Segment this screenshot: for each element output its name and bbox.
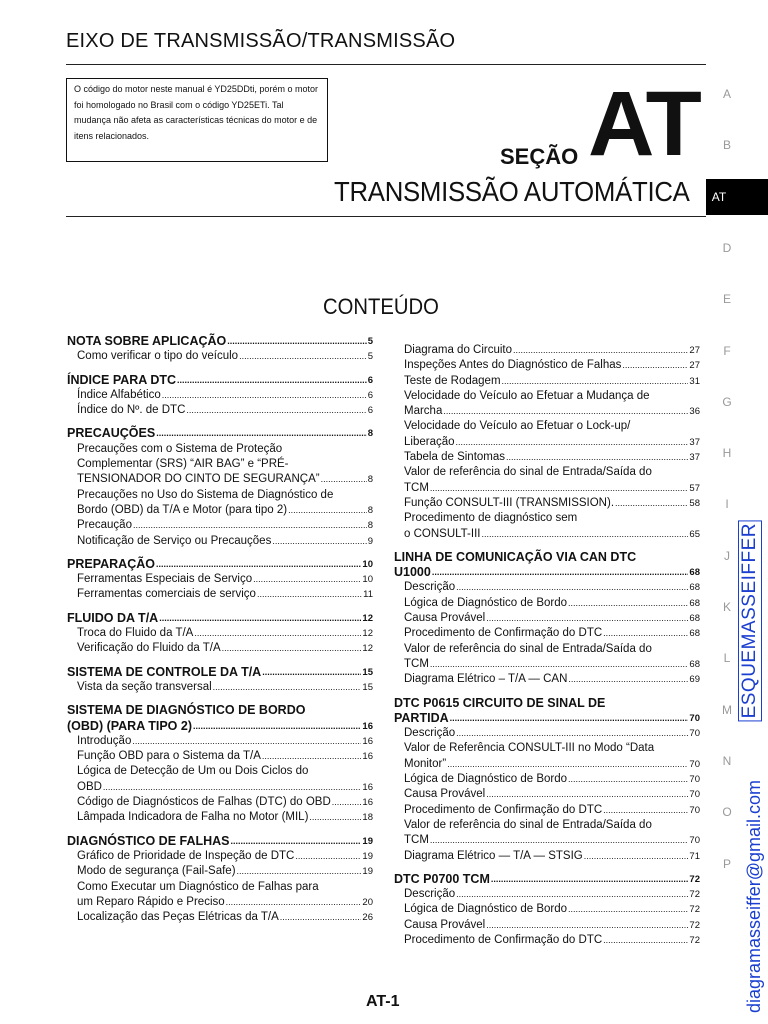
toc-entry-title: Modo de segurança (Fail-Safe) xyxy=(77,865,236,878)
toc-right-column xyxy=(394,343,700,948)
toc-page-number: 16 xyxy=(362,781,373,793)
toc-section-entry[interactable] xyxy=(67,426,373,441)
toc-page-number: 72 xyxy=(689,904,700,916)
toc-leader-dots xyxy=(568,672,688,687)
toc-section-entry[interactable] xyxy=(67,665,373,680)
toc-leader-dots xyxy=(513,343,688,358)
toc-entry[interactable] xyxy=(394,741,700,772)
toc-leader-dots xyxy=(253,572,361,587)
toc-entry[interactable] xyxy=(67,680,373,695)
toc-entry-title-line: Precauções com o Sistema de Proteção xyxy=(77,442,283,455)
toc-leader-dots xyxy=(430,481,689,496)
toc-leader-dots xyxy=(568,596,688,611)
toc-entry-title: Descrição xyxy=(404,581,456,594)
toc-leader-dots xyxy=(280,910,362,925)
toc-entry-title: (OBD) (PARA TIPO 2) xyxy=(67,718,192,733)
header-rule xyxy=(66,64,706,65)
toc-entry[interactable] xyxy=(67,442,373,488)
toc-leader-dots xyxy=(584,849,689,864)
toc-page-number: 8 xyxy=(367,474,373,486)
toc-page-number: 70 xyxy=(689,789,700,801)
toc-entry[interactable] xyxy=(394,902,700,917)
toc-entry-title-line: Valor de referência do sinal de Entrada/Saída do xyxy=(404,818,652,831)
toc-leader-dots xyxy=(237,864,362,879)
toc-leader-dots xyxy=(456,435,689,450)
toc-entry[interactable] xyxy=(67,749,373,764)
toc-leader-dots xyxy=(486,611,688,626)
toc-entry-title: Descrição xyxy=(404,727,456,740)
toc-section-entry[interactable] xyxy=(67,611,373,626)
section-tab-m[interactable]: M xyxy=(722,702,732,717)
toc-entry-title: Código de Diagnósticos de Falhas (DTC) do OBD xyxy=(77,796,331,809)
toc-page-number: 72 xyxy=(689,934,700,946)
toc-entry[interactable] xyxy=(67,587,373,602)
toc-page-number: 16 xyxy=(362,720,373,732)
section-tab-l[interactable]: L xyxy=(723,651,731,666)
toc-entry-title: Vista da seção transversal xyxy=(77,680,212,693)
toc-entry-title: Monitor” xyxy=(404,757,447,770)
toc-entry[interactable] xyxy=(67,734,373,749)
toc-entry-title: SISTEMA DE CONTROLE DA T/A xyxy=(67,664,262,679)
toc-page-number: 19 xyxy=(362,866,373,878)
toc-leader-dots xyxy=(156,426,366,441)
toc-entry[interactable] xyxy=(394,611,700,626)
toc-leader-dots xyxy=(193,719,361,734)
toc-page-number: 57 xyxy=(689,482,700,494)
toc-entry[interactable] xyxy=(67,849,373,864)
toc-entry-title: Procedimento de Confirmação do DTC xyxy=(404,933,603,946)
toc-page-number: 68 xyxy=(689,582,700,594)
toc-entry-title: Localização das Peças Elétricas da T/A xyxy=(77,911,279,924)
toc-leader-dots xyxy=(481,527,688,542)
toc-page-number: 12 xyxy=(362,628,373,640)
page-number: AT-1 xyxy=(366,993,400,1010)
section-code: AT xyxy=(588,73,700,175)
toc-entry[interactable] xyxy=(394,419,700,450)
toc-leader-dots xyxy=(295,849,361,864)
toc-entry[interactable] xyxy=(67,518,373,533)
toc-entry-title: Como verificar o tipo do veículo xyxy=(77,350,239,363)
toc-section-entry[interactable] xyxy=(67,703,373,734)
toc-leader-dots xyxy=(213,680,362,695)
contents-heading: CONTEÚDO xyxy=(323,294,439,319)
toc-entry-title: Marcha xyxy=(404,405,443,418)
toc-entry-title: Introdução xyxy=(77,734,132,747)
section-tab-h[interactable]: H xyxy=(722,446,732,461)
toc-page-number: 20 xyxy=(362,896,373,908)
toc-entry-title: Causa Provável xyxy=(404,788,486,801)
toc-entry-title: Índice Alfabético xyxy=(77,388,161,401)
toc-entry-title: Troca do Fluido da T/A xyxy=(77,627,194,640)
toc-leader-dots xyxy=(615,496,688,511)
toc-page-number: 19 xyxy=(362,835,373,847)
toc-entry[interactable] xyxy=(394,787,700,802)
toc-leader-dots xyxy=(456,887,688,902)
toc-section-entry[interactable] xyxy=(394,872,700,887)
toc-entry-title: Tabela de Sintomas xyxy=(404,451,506,464)
toc-entry-title: TCM xyxy=(404,657,429,670)
toc-leader-dots xyxy=(486,787,688,802)
toc-leader-dots xyxy=(194,626,361,641)
toc-section-entry[interactable] xyxy=(67,334,373,349)
toc-leader-dots xyxy=(222,641,362,656)
toc-entry-title: um Reparo Rápido e Preciso xyxy=(77,895,225,908)
toc-entry[interactable] xyxy=(394,818,700,849)
toc-page-number: 58 xyxy=(689,497,700,509)
toc-leader-dots xyxy=(450,711,689,726)
toc-page-number: 65 xyxy=(689,528,700,540)
section-tab-a[interactable]: A xyxy=(722,87,731,101)
section-title: TRANSMISSÃO AUTOMÁTICA xyxy=(334,176,690,207)
toc-leader-dots xyxy=(603,803,688,818)
toc-entry-title: Gráfico de Prioridade de Inspeção de DTC xyxy=(77,849,295,862)
toc-entry-title: Precaução xyxy=(77,519,132,532)
toc-page-number: 72 xyxy=(689,889,700,901)
toc-page-number: 8 xyxy=(367,520,373,532)
toc-entry-title: o CONSULT-III xyxy=(404,527,481,540)
toc-page-number: 68 xyxy=(689,567,700,579)
toc-entry[interactable] xyxy=(67,764,373,795)
toc-leader-dots xyxy=(103,780,362,795)
toc-leader-dots xyxy=(272,534,366,549)
toc-section-entry[interactable] xyxy=(67,834,373,849)
toc-page-number: 69 xyxy=(689,674,700,686)
toc-entry[interactable] xyxy=(394,642,700,673)
toc-leader-dots xyxy=(288,503,367,518)
toc-entry[interactable] xyxy=(394,772,700,787)
toc-entry[interactable] xyxy=(394,803,700,818)
toc-leader-dots xyxy=(159,611,361,626)
section-tab-at[interactable]: AT xyxy=(706,179,768,215)
toc-page-number: 10 xyxy=(362,558,373,570)
toc-leader-dots xyxy=(603,626,688,641)
toc-page-number: 70 xyxy=(689,774,700,786)
toc-entry-title-line: Valor de Referência CONSULT-III no Modo “Data xyxy=(404,742,655,755)
toc-entry[interactable] xyxy=(394,918,700,933)
toc-page-number: 68 xyxy=(689,628,700,640)
toc-entry-title: Descrição xyxy=(404,888,456,901)
toc-entry-title: Procedimento de Confirmação do DTC xyxy=(404,627,603,640)
watermark-email: diagramasseiffer@gmail.com xyxy=(744,780,764,1014)
toc-entry[interactable] xyxy=(394,580,700,595)
toc-entry-title-line: Complementar (SRS) “AIR BAG” e “PRÉ- xyxy=(77,458,289,471)
toc-page-number: 37 xyxy=(689,436,700,448)
section-label: SEÇÃO xyxy=(500,144,579,169)
toc-entry-title-line: Valor de referência do sinal de Entrada/Saída do xyxy=(404,642,652,655)
toc-leader-dots xyxy=(432,565,689,580)
toc-entry-title-line: Lógica de Detecção de Um ou Dois Ciclos do xyxy=(77,765,309,778)
toc-entry-title: DIAGNÓSTICO DE FALHAS xyxy=(67,833,230,848)
toc-page-number: 6 xyxy=(367,374,373,386)
toc-page-number: 72 xyxy=(689,919,700,931)
toc-leader-dots xyxy=(239,349,367,364)
section-tab-j[interactable]: J xyxy=(724,548,730,563)
toc-leader-dots xyxy=(186,403,366,418)
toc-page-number: 5 xyxy=(367,336,373,347)
toc-entry-title: Inspeções Antes do Diagnóstico de Falhas xyxy=(404,359,622,372)
toc-entry[interactable] xyxy=(67,880,373,911)
toc-page-number: 16 xyxy=(362,735,373,747)
toc-entry[interactable] xyxy=(67,403,373,418)
toc-page-number: 9 xyxy=(367,535,373,547)
toc-page-number: 19 xyxy=(362,850,373,862)
toc-entry[interactable] xyxy=(394,465,700,496)
toc-leader-dots xyxy=(262,749,362,764)
toc-entry-title-line: Como Executar um Diagnóstico de Falhas para xyxy=(77,880,319,893)
toc-leader-dots xyxy=(132,734,361,749)
toc-entry[interactable] xyxy=(394,596,700,611)
toc-entry[interactable] xyxy=(394,343,700,358)
toc-leader-dots xyxy=(226,895,362,910)
toc-entry[interactable] xyxy=(67,388,373,403)
toc-page-number: 16 xyxy=(362,751,373,763)
toc-leader-dots xyxy=(502,374,689,389)
toc-entry[interactable] xyxy=(67,349,373,364)
toc-left-column xyxy=(67,334,373,925)
section-tab-i[interactable]: I xyxy=(725,497,729,512)
toc-entry[interactable] xyxy=(394,389,700,420)
toc-entry[interactable] xyxy=(67,488,373,519)
toc-entry-title-line: Precauções no Uso do Sistema de Diagnóstico de xyxy=(77,488,334,501)
toc-page-number: 10 xyxy=(362,574,373,586)
section-tab-d[interactable]: D xyxy=(722,240,732,255)
toc-entry-title: Lógica de Diagnóstico de Bordo xyxy=(404,903,568,916)
toc-page-number: 70 xyxy=(689,728,700,740)
toc-entry-title: Procedimento de Confirmação do DTC xyxy=(404,803,603,816)
toc-leader-dots xyxy=(622,358,688,373)
toc-entry[interactable] xyxy=(67,572,373,587)
toc-entry-title: Causa Provável xyxy=(404,918,486,931)
toc-page-number: 12 xyxy=(362,612,373,624)
toc-entry-title: Lógica de Diagnóstico de Bordo xyxy=(404,596,568,609)
toc-entry-title: TCM xyxy=(404,834,429,847)
toc-leader-dots xyxy=(486,918,688,933)
watermark-name: ESQUEMASSEIFFER xyxy=(738,520,762,721)
toc-leader-dots xyxy=(603,933,688,948)
section-rule xyxy=(66,216,706,217)
toc-page-number: 15 xyxy=(362,681,373,693)
toc-entry-title: Ferramentas Especiais de Serviço xyxy=(77,573,253,586)
toc-leader-dots xyxy=(177,373,367,388)
toc-page-number: 8 xyxy=(367,428,373,440)
toc-entry-title: PARTIDA xyxy=(394,710,449,725)
toc-entry-title: Lógica de Diagnóstico de Bordo xyxy=(404,773,568,786)
toc-entry-title: PRECAUÇÕES xyxy=(67,426,156,441)
engine-notice-box: O código do motor neste manual é YD25DDti, porém o motor foi homologado no Brasil com o código YD25ETi. Tal mudança não afeta as características técnicas do motor e de itens relacionados. xyxy=(66,78,328,162)
toc-page-number: 18 xyxy=(362,812,373,824)
toc-leader-dots xyxy=(156,557,361,572)
toc-section-entry[interactable] xyxy=(67,557,373,572)
toc-entry-title: Lâmpada Indicadora de Falha no Motor (MIL) xyxy=(77,811,309,824)
toc-page-number: 70 xyxy=(689,804,700,816)
toc-page-number: 6 xyxy=(367,389,373,401)
toc-leader-dots xyxy=(491,872,689,887)
toc-leader-dots xyxy=(443,404,688,419)
toc-page-number: 68 xyxy=(689,658,700,670)
toc-entry-title: ÍNDICE PARA DTC xyxy=(67,372,177,387)
toc-page-number: 5 xyxy=(367,351,373,363)
toc-page-number: 26 xyxy=(362,912,373,924)
toc-entry-title: TCM xyxy=(404,481,429,494)
toc-page-number: 36 xyxy=(689,406,700,418)
toc-page-number: 15 xyxy=(362,666,373,678)
toc-entry-title: OBD xyxy=(77,780,102,793)
toc-entry-title: DTC P0700 TCM xyxy=(394,871,490,886)
toc-entry-title: U1000 xyxy=(394,565,431,580)
toc-entry[interactable] xyxy=(394,511,700,542)
toc-page-number: 71 xyxy=(689,850,700,862)
toc-entry-title: Teste de Rodagem xyxy=(404,374,501,387)
toc-entry-title: Diagrama Elétrico – T/A — CAN xyxy=(404,673,568,686)
toc-entry[interactable] xyxy=(394,849,700,864)
section-tab-n[interactable]: N xyxy=(722,753,732,768)
toc-section-entry[interactable] xyxy=(67,373,373,388)
toc-entry[interactable] xyxy=(394,374,700,389)
toc-entry[interactable] xyxy=(67,864,373,879)
toc-page-number: 37 xyxy=(689,452,700,464)
section-tab-e[interactable]: E xyxy=(722,292,731,307)
toc-entry[interactable] xyxy=(394,726,700,741)
toc-entry-title: Índice do Nº. de DTC xyxy=(77,404,186,417)
toc-entry[interactable] xyxy=(67,795,373,810)
toc-page-number: 8 xyxy=(367,504,373,516)
toc-page-number: 12 xyxy=(362,643,373,655)
toc-page-number: 31 xyxy=(689,375,700,387)
toc-leader-dots xyxy=(456,726,688,741)
section-tab-g[interactable]: G xyxy=(722,394,732,409)
toc-page-number: 70 xyxy=(689,712,700,724)
toc-entry-title-line: Velocidade do Veículo ao Efetuar o Lock-up/ xyxy=(404,420,631,433)
toc-entry-title-line: Procedimento de diagnóstico sem xyxy=(404,512,578,525)
toc-entry-title: TENSIONADOR DO CINTO DE SEGURANÇA” xyxy=(77,473,320,486)
toc-leader-dots xyxy=(430,657,689,672)
toc-page-number: 68 xyxy=(689,597,700,609)
toc-entry-title: NOTA SOBRE APLICAÇÃO xyxy=(67,334,227,348)
toc-entry-title: Função OBD para o Sistema da T/A xyxy=(77,750,261,763)
toc-leader-dots xyxy=(227,334,366,349)
section-tab-o[interactable]: O xyxy=(722,805,732,820)
toc-entry[interactable] xyxy=(394,496,700,511)
toc-leader-dots xyxy=(506,450,688,465)
toc-entry-title: Notificação de Serviço ou Precauções xyxy=(77,534,272,547)
toc-leader-dots xyxy=(447,757,688,772)
toc-leader-dots xyxy=(430,833,689,848)
toc-entry[interactable] xyxy=(67,810,373,825)
toc-entry[interactable] xyxy=(67,626,373,641)
toc-entry[interactable] xyxy=(394,358,700,373)
toc-entry[interactable] xyxy=(394,933,700,948)
toc-leader-dots xyxy=(309,810,361,825)
toc-page-number: 11 xyxy=(363,589,373,601)
toc-entry-title: Verificação do Fluido da T/A xyxy=(77,642,221,655)
toc-entry[interactable] xyxy=(67,534,373,549)
toc-entry-title: Bordo (OBD) da T/A e Motor (para tipo 2) xyxy=(77,503,288,516)
toc-entry-title-line: Valor de referência do sinal de Entrada/Saída do xyxy=(404,466,652,479)
toc-section-entry[interactable] xyxy=(394,696,700,727)
toc-leader-dots xyxy=(568,902,688,917)
toc-entry-title: Liberação xyxy=(404,435,455,448)
toc-entry-title-line: DTC P0615 CIRCUITO DE SINAL DE xyxy=(394,695,606,710)
toc-entry-title: Ferramentas comerciais de serviço xyxy=(77,588,256,601)
toc-leader-dots xyxy=(257,587,362,602)
toc-entry[interactable] xyxy=(394,626,700,641)
toc-entry-title: Diagrama Elétrico — T/A — STSIG xyxy=(404,849,583,862)
toc-leader-dots xyxy=(133,518,367,533)
toc-entry[interactable] xyxy=(394,672,700,687)
toc-leader-dots xyxy=(332,795,362,810)
toc-entry[interactable] xyxy=(67,641,373,656)
toc-entry[interactable] xyxy=(394,450,700,465)
toc-leader-dots xyxy=(262,665,361,680)
toc-entry-title: Causa Provável xyxy=(404,612,486,625)
toc-page-number: 68 xyxy=(689,613,700,625)
toc-entry-title: Função CONSULT-III (TRANSMISSION). xyxy=(404,496,615,509)
toc-entry-title-line: SISTEMA DE DIAGNÓSTICO DE BORDO xyxy=(67,703,306,718)
toc-entry-title: Diagrama do Circuito xyxy=(404,344,513,356)
toc-leader-dots xyxy=(568,772,688,787)
toc-section-entry[interactable] xyxy=(394,550,700,581)
header-title: EIXO DE TRANSMISSÃO/TRANSMISSÃO xyxy=(66,30,456,52)
toc-leader-dots xyxy=(162,388,367,403)
section-tab-k[interactable]: K xyxy=(722,600,731,614)
toc-entry[interactable] xyxy=(67,910,373,925)
toc-leader-dots xyxy=(456,580,688,595)
toc-entry[interactable] xyxy=(394,887,700,902)
section-tab-p[interactable]: P xyxy=(722,856,731,871)
toc-page-number: 70 xyxy=(689,835,700,847)
section-tab-f[interactable]: F xyxy=(723,343,731,358)
toc-page-number: 72 xyxy=(689,873,700,885)
toc-leader-dots xyxy=(231,834,362,849)
section-tab-b[interactable]: B xyxy=(722,138,731,153)
toc-page-number: 27 xyxy=(689,360,700,372)
toc-entry-title: FLUIDO DA T/A xyxy=(67,610,159,625)
toc-page-number: 6 xyxy=(367,405,373,417)
toc-page-number: 70 xyxy=(689,758,700,770)
toc-entry-title: PREPARAÇÃO xyxy=(67,556,155,571)
toc-entry-title-line: LINHA DE COMUNICAÇÃO VIA CAN DTC xyxy=(394,549,637,564)
toc-leader-dots xyxy=(321,472,367,487)
toc-page-number: 27 xyxy=(689,345,700,356)
toc-entry-title-line: Velocidade do Veículo ao Efetuar a Mudança de xyxy=(404,389,650,402)
toc-page-number: 16 xyxy=(362,797,373,809)
